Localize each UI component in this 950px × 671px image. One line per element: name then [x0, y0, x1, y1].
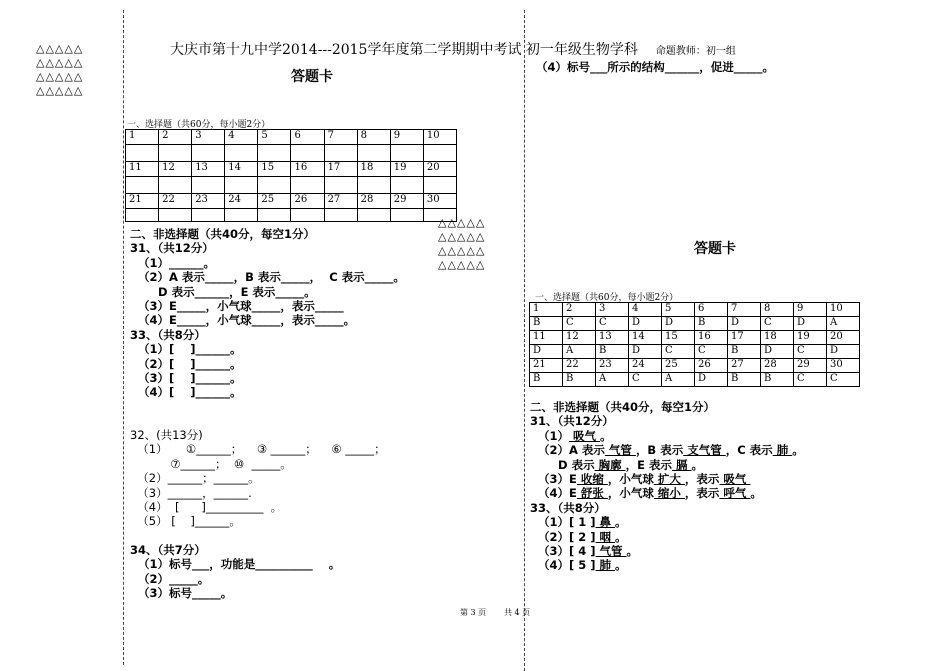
grid-cell: 14 — [629, 331, 662, 345]
grid-cell: 29 — [794, 359, 827, 373]
grid-cell: 28 — [357, 194, 390, 209]
line: （2）______；______。 — [130, 471, 260, 486]
triangle-block-left: △△△△△ △△△△△ △△△△△ △△△△△ — [36, 42, 84, 97]
right-q4-line — [536, 60, 774, 74]
line: 34、（共7分） — [130, 543, 206, 557]
line: 二、非选择题（共40分，每空1分） — [130, 227, 316, 241]
grid-cell: 23 — [192, 194, 225, 209]
grid-cell — [192, 209, 225, 222]
grid-cell: 18 — [761, 331, 794, 345]
grid-cell: D — [761, 345, 794, 359]
line: D 表示______，E 表示_____。 — [130, 284, 316, 299]
grid-row — [126, 209, 457, 222]
grid-cell — [357, 145, 390, 162]
line: （1） ①______； ③ ______； ⑥ _____； — [130, 442, 386, 457]
exam-title — [170, 39, 736, 59]
grid-cell — [291, 209, 324, 222]
grid-cell: C — [695, 345, 728, 359]
grid-cell: 16 — [291, 162, 324, 177]
grid-cell — [225, 145, 258, 162]
grid-cell — [258, 145, 291, 162]
line: （4） [ ]__________ 。 — [130, 500, 283, 515]
left-section1-note: 一、选择题（共60分，每小题2分） — [127, 120, 271, 130]
line: 31、（共12分） — [530, 414, 614, 429]
grid-cell — [126, 177, 159, 194]
grid-cell: 30 — [423, 194, 456, 209]
grid-cell: 22 — [159, 194, 192, 209]
grid-cell: C — [596, 317, 629, 331]
grid-cell: 10 — [827, 303, 860, 317]
line: （3）[ ]______。 — [130, 371, 242, 386]
grid-cell: 8 — [357, 130, 390, 145]
left-card-title: 答题卡 — [291, 69, 333, 85]
grid-cell: B — [530, 317, 563, 331]
grid-cell: 9 — [794, 303, 827, 317]
grid-cell — [126, 209, 159, 222]
grid-cell: 27 — [324, 194, 357, 209]
grid-cell — [423, 177, 456, 194]
grid-cell: 21 — [126, 194, 159, 209]
grid-cell: 3 — [596, 303, 629, 317]
grid-cell — [324, 145, 357, 162]
grid-cell: 25 — [662, 359, 695, 373]
exam-title-text: 大庆市第十九中学2014---2015学年度第二学期期中考试 初一年级生物学科 — [170, 42, 638, 58]
grid-row — [126, 194, 457, 209]
line: （2）A 表示 气管 ，B 表示 支气管 ，C 表示 肺 。 — [530, 443, 804, 458]
grid-cell: 25 — [258, 194, 291, 209]
grid-row — [530, 331, 860, 345]
grid-cell: 12 — [563, 331, 596, 345]
grid-cell: 5 — [258, 130, 291, 145]
grid-cell: 29 — [390, 194, 423, 209]
grid-cell: C — [629, 373, 662, 387]
grid-cell: 18 — [357, 162, 390, 177]
grid-cell: 8 — [761, 303, 794, 317]
grid-row — [126, 130, 457, 145]
line: （1）______。 — [130, 255, 216, 270]
line: （4）E 舒张 ，小气球 缩小 ，表示 呼气 。 — [530, 486, 762, 501]
right-card-title: 答题卡 — [694, 241, 736, 257]
right-answers — [530, 400, 804, 573]
grid-cell: B — [596, 345, 629, 359]
line: （3）标号_____。 — [130, 586, 233, 601]
grid-cell: B — [563, 373, 596, 387]
grid-cell: C — [563, 317, 596, 331]
line: （4）[ 5 ] 肺 。 — [530, 558, 627, 573]
line: （3）[ 4 ] 气管 。 — [530, 544, 639, 559]
grid-row — [126, 145, 457, 162]
line: ⑦______； ⑩ _____。 — [130, 456, 292, 471]
grid-cell: 4 — [629, 303, 662, 317]
grid-cell: 2 — [563, 303, 596, 317]
grid-cell — [357, 209, 390, 222]
grid-cell: 6 — [695, 303, 728, 317]
grid-cell: 24 — [225, 194, 258, 209]
grid-cell: 22 — [563, 359, 596, 373]
grid-row — [530, 303, 860, 317]
grid-cell: 17 — [324, 162, 357, 177]
grid-cell: B — [728, 373, 761, 387]
right-section1-note: 一、选择题（共60分，每小题2分） — [535, 293, 679, 303]
line: （3）E 收缩 ，小气球 扩大 ，表示 吸气 — [530, 472, 751, 487]
grid-cell: C — [827, 373, 860, 387]
grid-cell: D — [629, 345, 662, 359]
center-fold-line — [524, 10, 525, 671]
line: 二、非选择题（共40分，每空1分） — [530, 400, 716, 414]
grid-cell — [423, 209, 456, 222]
line: （2）[ ]______。 — [130, 356, 242, 371]
line: （3）E_____，小气球_____，表示_____ — [130, 299, 344, 314]
line: （2）[ 2 ] 咽 。 — [530, 529, 627, 544]
grid-row — [530, 345, 860, 359]
grid-cell: 28 — [761, 359, 794, 373]
exam-author: 命题教师：初一组 — [655, 46, 736, 57]
line: D 表示 胸廓 ，E 表示 膈 。 — [530, 457, 703, 472]
grid-cell: 19 — [390, 162, 423, 177]
grid-row — [530, 373, 860, 387]
line: （1）[ 1 ] 鼻 。 — [530, 515, 627, 530]
grid-cell: 27 — [728, 359, 761, 373]
grid-cell — [324, 177, 357, 194]
grid-row — [530, 317, 860, 331]
grid-cell — [423, 145, 456, 162]
line: （1）标号___，功能是__________ 。 — [130, 557, 341, 572]
grid-row — [530, 359, 860, 373]
grid-cell: A — [563, 345, 596, 359]
grid-cell — [291, 145, 324, 162]
grid-cell — [390, 145, 423, 162]
grid-cell: C — [794, 345, 827, 359]
grid-cell — [258, 177, 291, 194]
grid-cell — [357, 177, 390, 194]
grid-cell: B — [761, 373, 794, 387]
left-answer-grid — [125, 129, 457, 222]
grid-cell: 12 — [159, 162, 192, 177]
line: （4）标号___所示的结构______，促进_____。 — [536, 60, 775, 74]
grid-cell: C — [662, 345, 695, 359]
grid-cell: 6 — [291, 130, 324, 145]
line: 33、（共8分） — [530, 500, 606, 515]
grid-cell: 14 — [225, 162, 258, 177]
grid-cell — [192, 145, 225, 162]
right-answer-grid — [529, 302, 860, 387]
line: （1）[ ]______。 — [130, 342, 242, 357]
grid-cell: A — [596, 373, 629, 387]
line: 32、(共13分) — [130, 428, 203, 442]
grid-cell: 24 — [629, 359, 662, 373]
line: 31、（共12分） — [130, 241, 214, 256]
grid-cell: 20 — [827, 331, 860, 345]
grid-cell: A — [827, 317, 860, 331]
grid-cell: A — [662, 373, 695, 387]
grid-cell: B — [728, 345, 761, 359]
grid-cell — [291, 177, 324, 194]
grid-cell: 21 — [530, 359, 563, 373]
left-block2 — [130, 428, 386, 529]
page-footer: 第 3 页 共 4 页 — [460, 608, 531, 617]
grid-cell: 10 — [423, 130, 456, 145]
grid-cell — [324, 209, 357, 222]
line: （4）E_____，小气球_____，表示_____。 — [130, 313, 356, 328]
grid-cell: 15 — [258, 162, 291, 177]
line: 33、（共8分） — [130, 327, 206, 342]
grid-row — [126, 162, 457, 177]
grid-cell — [126, 145, 159, 162]
grid-cell: B — [695, 317, 728, 331]
grid-cell: 7 — [324, 130, 357, 145]
grid-cell — [258, 209, 291, 222]
grid-cell: 1 — [530, 303, 563, 317]
grid-cell: D — [662, 317, 695, 331]
grid-cell — [159, 145, 192, 162]
grid-cell: 23 — [596, 359, 629, 373]
grid-cell — [390, 209, 423, 222]
grid-cell — [225, 209, 258, 222]
grid-cell — [159, 177, 192, 194]
grid-cell: 19 — [794, 331, 827, 345]
grid-cell: 13 — [596, 331, 629, 345]
grid-cell: 17 — [728, 331, 761, 345]
grid-cell: D — [629, 317, 662, 331]
grid-cell: D — [530, 345, 563, 359]
grid-cell: 26 — [291, 194, 324, 209]
grid-cell: D — [827, 345, 860, 359]
grid-cell: C — [761, 317, 794, 331]
grid-cell: 2 — [159, 130, 192, 145]
grid-cell: 3 — [192, 130, 225, 145]
grid-cell: D — [695, 373, 728, 387]
line: （2）A 表示_____，B 表示_____， C 表示_____。 — [130, 270, 405, 285]
line: （4）[ ]______。 — [130, 385, 242, 400]
grid-cell — [159, 209, 192, 222]
grid-cell: 5 — [662, 303, 695, 317]
line: （5） [ ]______。 — [130, 514, 241, 529]
grid-cell — [225, 177, 258, 194]
grid-cell — [390, 177, 423, 194]
line: （1） 吸气 。 — [530, 428, 612, 443]
grid-cell: 1 — [126, 130, 159, 145]
triangle-block-middle: △△△△△ △△△△△ △△△△△ △△△△△ — [438, 216, 486, 271]
left-block1 — [130, 227, 405, 400]
grid-cell: 4 — [225, 130, 258, 145]
grid-cell: 11 — [530, 331, 563, 345]
grid-cell: 26 — [695, 359, 728, 373]
grid-row — [126, 177, 457, 194]
line: （2）_____。 — [130, 571, 210, 586]
grid-cell: B — [530, 373, 563, 387]
left-block3 — [130, 543, 340, 601]
grid-cell: 16 — [695, 331, 728, 345]
line: （3）______，______. — [130, 485, 252, 500]
grid-cell: 11 — [126, 162, 159, 177]
grid-cell: C — [794, 373, 827, 387]
grid-cell: D — [728, 317, 761, 331]
grid-cell: 7 — [728, 303, 761, 317]
grid-cell — [192, 177, 225, 194]
grid-cell: 13 — [192, 162, 225, 177]
grid-cell: 15 — [662, 331, 695, 345]
grid-cell: 9 — [390, 130, 423, 145]
grid-cell: 20 — [423, 162, 456, 177]
grid-cell: 30 — [827, 359, 860, 373]
left-fold-line — [123, 10, 124, 665]
grid-cell: D — [794, 317, 827, 331]
